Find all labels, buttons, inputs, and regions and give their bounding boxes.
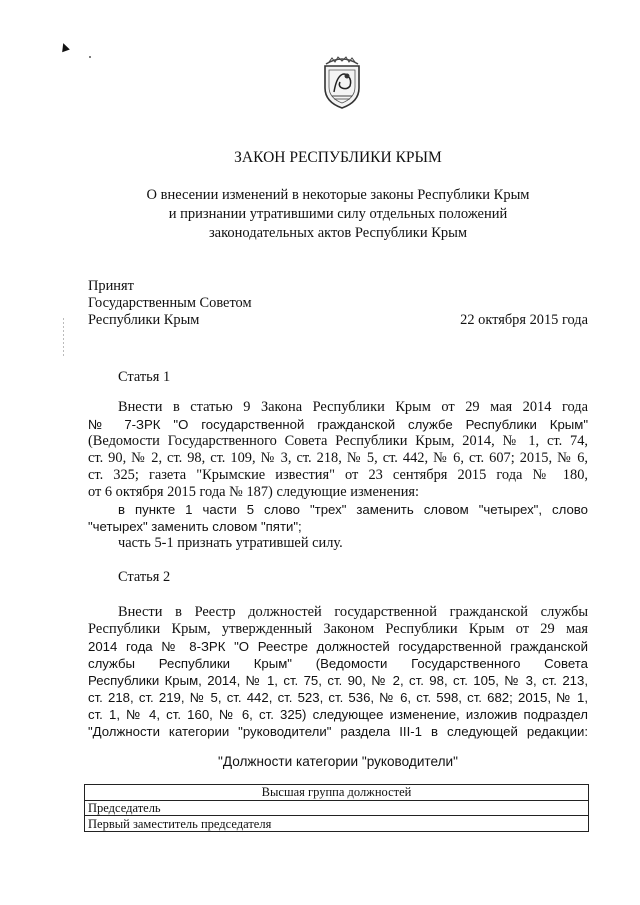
- table-group-header: Высшая группа должностей: [85, 785, 589, 801]
- article-1-line: часть 5-1 признать утратившей силу.: [118, 535, 343, 551]
- article-2-line: "Должности категории "руководители" раздела III-1 в следующей редакции:: [88, 724, 588, 739]
- article-1-line: Внести в статью 9 Закона Республики Крым от 29 мая 2014 года: [118, 399, 588, 415]
- article-2-heading: Статья 2: [118, 569, 171, 585]
- article-1-line: в пункте 1 части 5 слово "трех" заменить словом "четырех", слово: [118, 502, 588, 517]
- subtitle-line: законодательных актов Республики Крым: [208, 225, 468, 241]
- adoption-line: Принят: [88, 278, 134, 294]
- article-1-line: "четырех" заменить словом "пяти";: [88, 519, 302, 534]
- subtitle-line: и признании утратившими силу отдельных положений: [168, 206, 508, 222]
- article-2-line: ст. 218, ст. 219, № 5, ст. 442, ст. 523, ст. 536, № 6, ст. 598, ст. 682; 2015, № 1,: [88, 690, 588, 705]
- positions-table: [84, 784, 589, 832]
- table-cell: Председатель: [85, 800, 589, 816]
- table-row: [85, 785, 589, 801]
- table-row: [85, 800, 589, 816]
- article-2-line: ст. 1, № 4, ст. 160, № 6, ст. 325) следующее изменение, изложив подраздел: [88, 707, 588, 722]
- table-cell: Первый заместитель председателя: [85, 816, 589, 832]
- coat-of-arms-icon: [320, 54, 364, 110]
- article-2-line: Внести в Реестр должностей государственной гражданской службы: [118, 604, 588, 620]
- scan-dot: [89, 56, 91, 58]
- article-1-heading: Статья 1: [118, 369, 171, 385]
- scan-margin-line: [63, 318, 64, 358]
- article-1-line: ст. 90, № 2, ст. 98, ст. 109, № 3, ст. 218, № 5, ст. 442, № 6, ст. 607; 2015, № 6,: [88, 450, 588, 466]
- table-row: [85, 816, 589, 832]
- quote-heading: "Должности категории "руководители": [218, 754, 458, 769]
- subtitle-line: О внесении изменений в некоторые законы Республики Крым: [146, 187, 530, 203]
- article-2-line: 2014 года № 8-ЗРК "О Реестре должностей государственной гражданской: [88, 639, 588, 654]
- article-2-line: Республики Крым, утвержденный Законом Республики Крым от 29 мая: [88, 621, 588, 637]
- adoption-line: Государственным Советом: [88, 295, 252, 311]
- article-2-line: Республики Крым, 2014, № 1, ст. 75, ст. 90, № 2, ст. 98, ст. 105, № 3, ст. 213,: [88, 673, 588, 688]
- article-2-line: службы Республики Крым" (Ведомости Государственного Совета: [88, 656, 588, 671]
- law-subtitle: [88, 186, 588, 243]
- law-title: ЗАКОН РЕСПУБЛИКИ КРЫМ: [234, 149, 442, 166]
- article-1-line: от 6 октября 2015 года № 187) следующие изменения:: [88, 484, 420, 500]
- corner-mark-icon: ▲: [55, 38, 74, 57]
- article-1-line: № 7-ЗРК "О государственной гражданской службе Республики Крым": [88, 417, 588, 432]
- adoption-line: Республики Крым: [88, 312, 200, 328]
- article-1-line: (Ведомости Государственного Совета Республики Крым, 2014, № 1, ст. 74,: [88, 433, 588, 449]
- article-1-line: ст. 325; газета "Крымские известия" от 23 сентября 2015 года № 180,: [88, 467, 588, 483]
- adoption-date: 22 октября 2015 года: [460, 312, 588, 328]
